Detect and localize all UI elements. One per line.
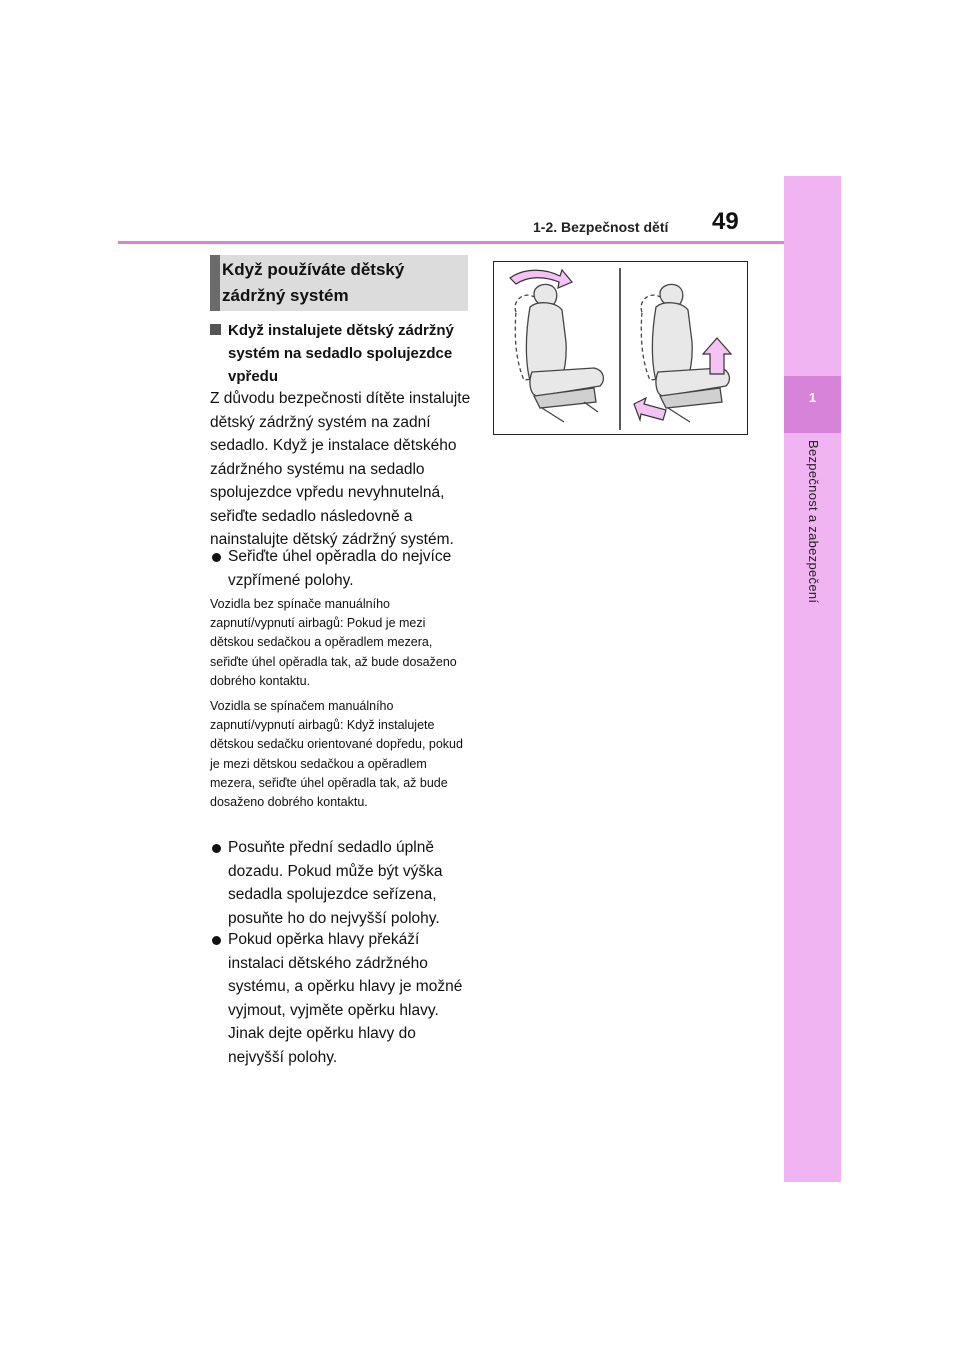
bullet-text: Posuňte přední sedadlo úplně dozadu. Pokud může být výška sedadla spolujezdce seřízena, posuňte ho do nejvyšší polohy. <box>228 839 443 927</box>
section-title: Když používáte dětský zádržný systém <box>222 260 405 305</box>
page-header-title: 1-2. Bezpečnost dětí <box>533 219 669 235</box>
subheading-text: Když instalujete dětský zádržný systém na sedadlo spolujezdce vpředu <box>228 322 454 385</box>
square-bullet-icon <box>210 324 221 335</box>
bullet-dot-icon <box>212 553 221 562</box>
chapter-number: 1 <box>808 390 817 405</box>
chapter-side-tab <box>784 176 841 1182</box>
seat-adjustment-illustration <box>493 261 748 435</box>
bullet-dot-icon <box>212 844 221 853</box>
bullet-text: Seřiďte úhel opěradla do nejvíce vzpřímené polohy. <box>228 548 452 589</box>
bullet-text: Pokud opěrka hlavy překáží instalaci dětského zádržného systému, a opěrku hlavy je možné vyjmout, vyjměte opěrku hlavy. Jinak dejte opěrku hlavy do nejvyšší polohy. <box>228 931 463 1066</box>
bullet-item <box>210 928 472 1069</box>
seat-left-icon <box>515 284 603 422</box>
chapter-title: Bezpečnost a zabezpečení <box>806 440 821 604</box>
note-paragraph: Vozidla bez spínače manuálního zapnutí/vypnutí airbagů: Pokud je mezi dětskou sedačkou a opěradlem mezera, seřiďte úhel opěradla tak, až bude dosaženo dobrého kontaktu. <box>210 597 457 688</box>
header-divider <box>118 241 784 244</box>
intro-paragraph: Z důvodu bezpečnosti dítěte instalujte dětský zádržný systém na zadní sedadlo. Když je instalace dětského zádržného systému na sedadlo spolujezdce vpředu nevyhnutelná, seřiďte sedadlo následovně a nainstalujte dětský zádržný systém. <box>210 390 471 548</box>
page-number: 49 <box>712 208 739 235</box>
bullet-item <box>210 545 472 592</box>
seat-illustration-svg <box>494 262 747 434</box>
bullet-item <box>210 836 472 930</box>
slide-back-arrow-icon <box>634 398 666 420</box>
subheading <box>210 319 470 388</box>
note-paragraph: Vozidla se spínačem manuálního zapnutí/vypnutí airbagů: Když instalujete dětskou sedačku orientované dopředu, pokud je mezi dětskou sedačkou a opěradlem mezera, seřiďte úhel opěradla tak, až bude dosaženo dobrého kontaktu. <box>210 699 463 810</box>
bullet-dot-icon <box>212 936 221 945</box>
